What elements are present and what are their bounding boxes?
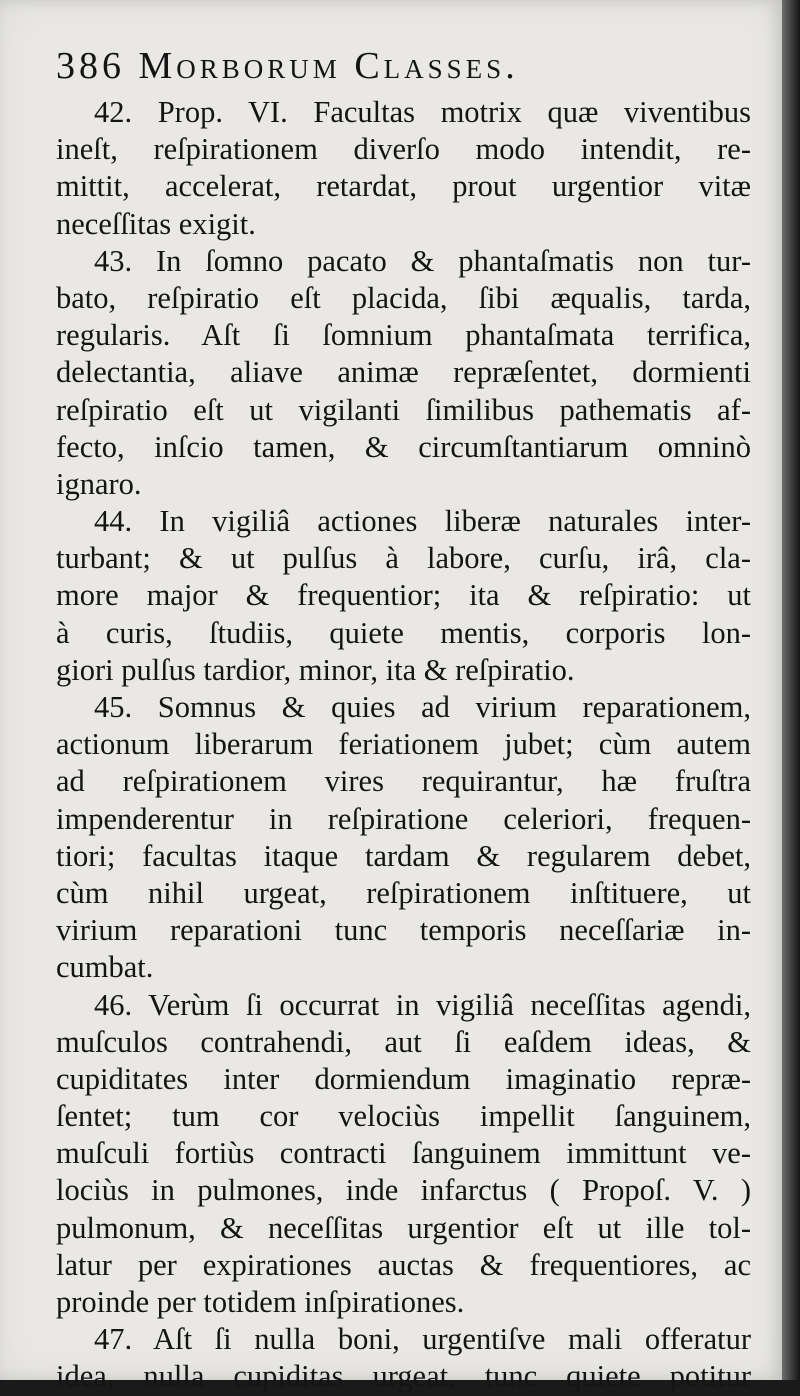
text-line: ignaro.: [56, 466, 142, 501]
text-line: proinde per totidem inſpirationes.: [56, 1285, 465, 1319]
text-line: ineſt, reſpirationem diverſo modo intendit, re-: [56, 132, 751, 167]
text-line: regularis. Aſt ſi ſomnium phantaſmata terrifica,: [56, 318, 751, 353]
running-title: Morborum Classes.: [138, 45, 519, 87]
text-line: actionum liberarum feriationem jubet; cùm autem: [56, 727, 751, 762]
running-header: [56, 40, 751, 92]
text-line: reſpiratio eſt ut vigilanti ſimilibus pathematis af-: [56, 392, 751, 427]
text-line: cupiditates inter dormiendum imaginatio repræ-: [56, 1061, 751, 1096]
text-line: 42. Prop. VI. Facultas motrix quæ viventibus: [94, 95, 751, 129]
text-line: à curis, ſtudiis, quiete mentis, corporis lon-: [56, 615, 751, 650]
text-line: tiori; facultas itaque tardam & regularem debet,: [56, 838, 751, 873]
text-line: virium reparationi tunc temporis neceſſariæ in-: [56, 913, 751, 948]
text-line: latur per expirationes auctas & frequentiores, ac: [56, 1247, 751, 1282]
text-line: idea, nulla cupiditas urgeat, tunc quiete potitur: [56, 1359, 751, 1394]
text-line: 47. Aſt ſi nulla boni, urgentiſve mali offeratur: [94, 1322, 751, 1357]
text-line: impenderentur in reſpiratione celeriori, frequen-: [56, 801, 751, 836]
text-line: 43. In ſomno pacato & phantaſmatis non tur-: [94, 243, 751, 278]
text-line: giori pulſus tardior, minor, ita & reſpiratio.: [56, 652, 575, 687]
text-line: ad reſpirationem vires requirantur, hæ fruſtra: [56, 764, 751, 799]
text-line: turbant; & ut pulſus à labore, curſu, irâ, cla-: [56, 541, 751, 576]
text-line: muſculi fortiùs contracti ſanguinem immittunt ve-: [56, 1136, 751, 1171]
text-line: 45. Somnus & quies ad virium reparationem,: [94, 690, 751, 724]
text-line: cumbat.: [56, 950, 154, 985]
page-text: [56, 40, 751, 1396]
text-line: lociùs in pulmones, inde infarctus ( Propoſ. V. ): [56, 1173, 751, 1208]
text-line: ſentet; tum cor velociùs impellit ſanguinem,: [56, 1099, 751, 1134]
text-line: 46. Verùm ſi occurrat in vigiliâ neceſſitas agendi,: [94, 987, 751, 1022]
book-gutter-shadow: [782, 0, 800, 1380]
text-line: pulmonum, & neceſſitas urgentior eſt ut ille tol-: [56, 1210, 751, 1245]
page-number: 386: [56, 45, 125, 87]
text-line: fecto, inſcio tamen, & circumſtantiarum omninò: [56, 429, 751, 464]
text-line: more major & frequentior; ita & reſpiratio: ut: [56, 578, 751, 613]
text-line: muſculos contrahendi, aut ſi eaſdem ideas, &: [56, 1024, 751, 1059]
text-line: 44. In vigiliâ actiones liberæ naturales inter-: [94, 504, 751, 539]
text-line: bato, reſpiratio eſt placida, ſibi æqualis, tarda,: [56, 280, 751, 315]
text-line: cùm nihil urgeat, reſpirationem inſtituere, ut: [56, 875, 751, 910]
text-line: mittit, accelerat, retardat, prout urgentior vitæ: [56, 169, 751, 204]
body-text: [56, 94, 751, 1396]
text-line: neceſſitas exigit.: [56, 206, 256, 241]
text-line: delectantia, aliave animæ repræſentet, dormienti: [56, 355, 751, 390]
